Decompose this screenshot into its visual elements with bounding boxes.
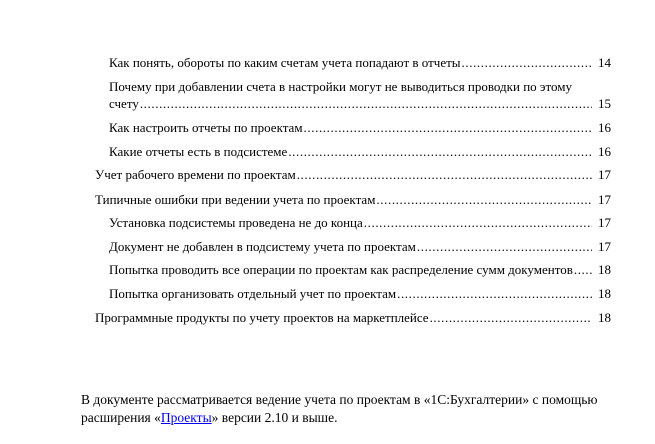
toc-entry-title: Какие отчеты есть в подсистеме [109, 144, 288, 159]
intro-line2-before: расширения « [81, 410, 161, 425]
projects-extension-link[interactable]: Проекты [160, 410, 212, 425]
toc-entry-typical-errors[interactable] [95, 191, 611, 208]
toc-entry-available-reports[interactable] [109, 143, 611, 160]
toc-entry-title: Попытка организовать отдельный учет по проектам [109, 286, 397, 301]
intro-paragraph [81, 391, 621, 427]
toc-page-number: 17 [598, 239, 611, 254]
intro-line1: В документе рассматривается ведение учета по проектам в «1С:Бухгалтерии» с помощью [81, 392, 598, 407]
toc-entry-title: Документ не добавлен в подсистему учета по проектам [109, 239, 416, 254]
toc-leader-dots [397, 285, 592, 302]
toc-page-number: 17 [598, 167, 611, 182]
toc-entry-separate-accounting[interactable] [109, 285, 611, 302]
toc-entry-title: Попытка проводить все операции по проектам как распределение сумм документов [109, 262, 573, 277]
toc-entry-document-not-added[interactable] [109, 238, 611, 255]
toc-entry-title: Как понять, обороты по каким счетам учета попадают в отчеты [109, 55, 461, 70]
toc-leader-dots [364, 214, 592, 231]
toc-entry-title: Учет рабочего времени по проектам [95, 167, 296, 182]
toc-page-number: 17 [598, 192, 611, 207]
toc-entry-title: Как настроить отчеты по проектам [109, 120, 303, 135]
toc-leader-dots [304, 119, 592, 136]
toc-entry-title: Типичные ошибки при ведении учета по проектам [95, 192, 376, 207]
toc-leader-dots [574, 261, 592, 278]
toc-page-number: 15 [598, 96, 611, 111]
toc-entry-distribution-attempt[interactable] [109, 261, 611, 278]
toc-leader-dots [297, 166, 592, 183]
toc-entry-postings-not-shown[interactable] [109, 78, 611, 112]
toc-entry-title: Программные продукты по учету проектов на маркетплейсе [95, 310, 429, 325]
toc-page-number: 16 [598, 120, 611, 135]
toc-page-number: 14 [598, 55, 611, 70]
toc-leader-dots [140, 95, 592, 112]
toc-entry-title: Установка подсистемы проведена не до конца [109, 215, 363, 230]
toc-leader-dots [462, 54, 592, 71]
toc-page-number: 16 [598, 144, 611, 159]
toc-leader-dots [376, 191, 592, 208]
toc-page-number: 18 [598, 310, 611, 325]
toc-entry-title-line1: Почему при добавлении счета в настройки могут не выводиться проводки по этому [109, 79, 572, 94]
toc-leader-dots [417, 238, 592, 255]
toc-page-number: 18 [598, 286, 611, 301]
toc-entry-configure-reports[interactable] [109, 119, 611, 136]
toc-entry-work-time[interactable] [95, 166, 611, 183]
toc-page-number: 18 [598, 262, 611, 277]
toc-leader-dots [430, 309, 592, 326]
toc-entry-marketplace-products[interactable] [95, 309, 611, 326]
intro-line2-after: » версии 2.10 и выше. [211, 410, 338, 425]
toc-leader-dots [288, 143, 592, 160]
toc-entry-accounts-turnover[interactable] [109, 54, 611, 71]
toc-entry-title-line2: счету [109, 96, 139, 111]
toc-entry-install-incomplete[interactable] [109, 214, 611, 231]
toc-page-number: 17 [598, 215, 611, 230]
